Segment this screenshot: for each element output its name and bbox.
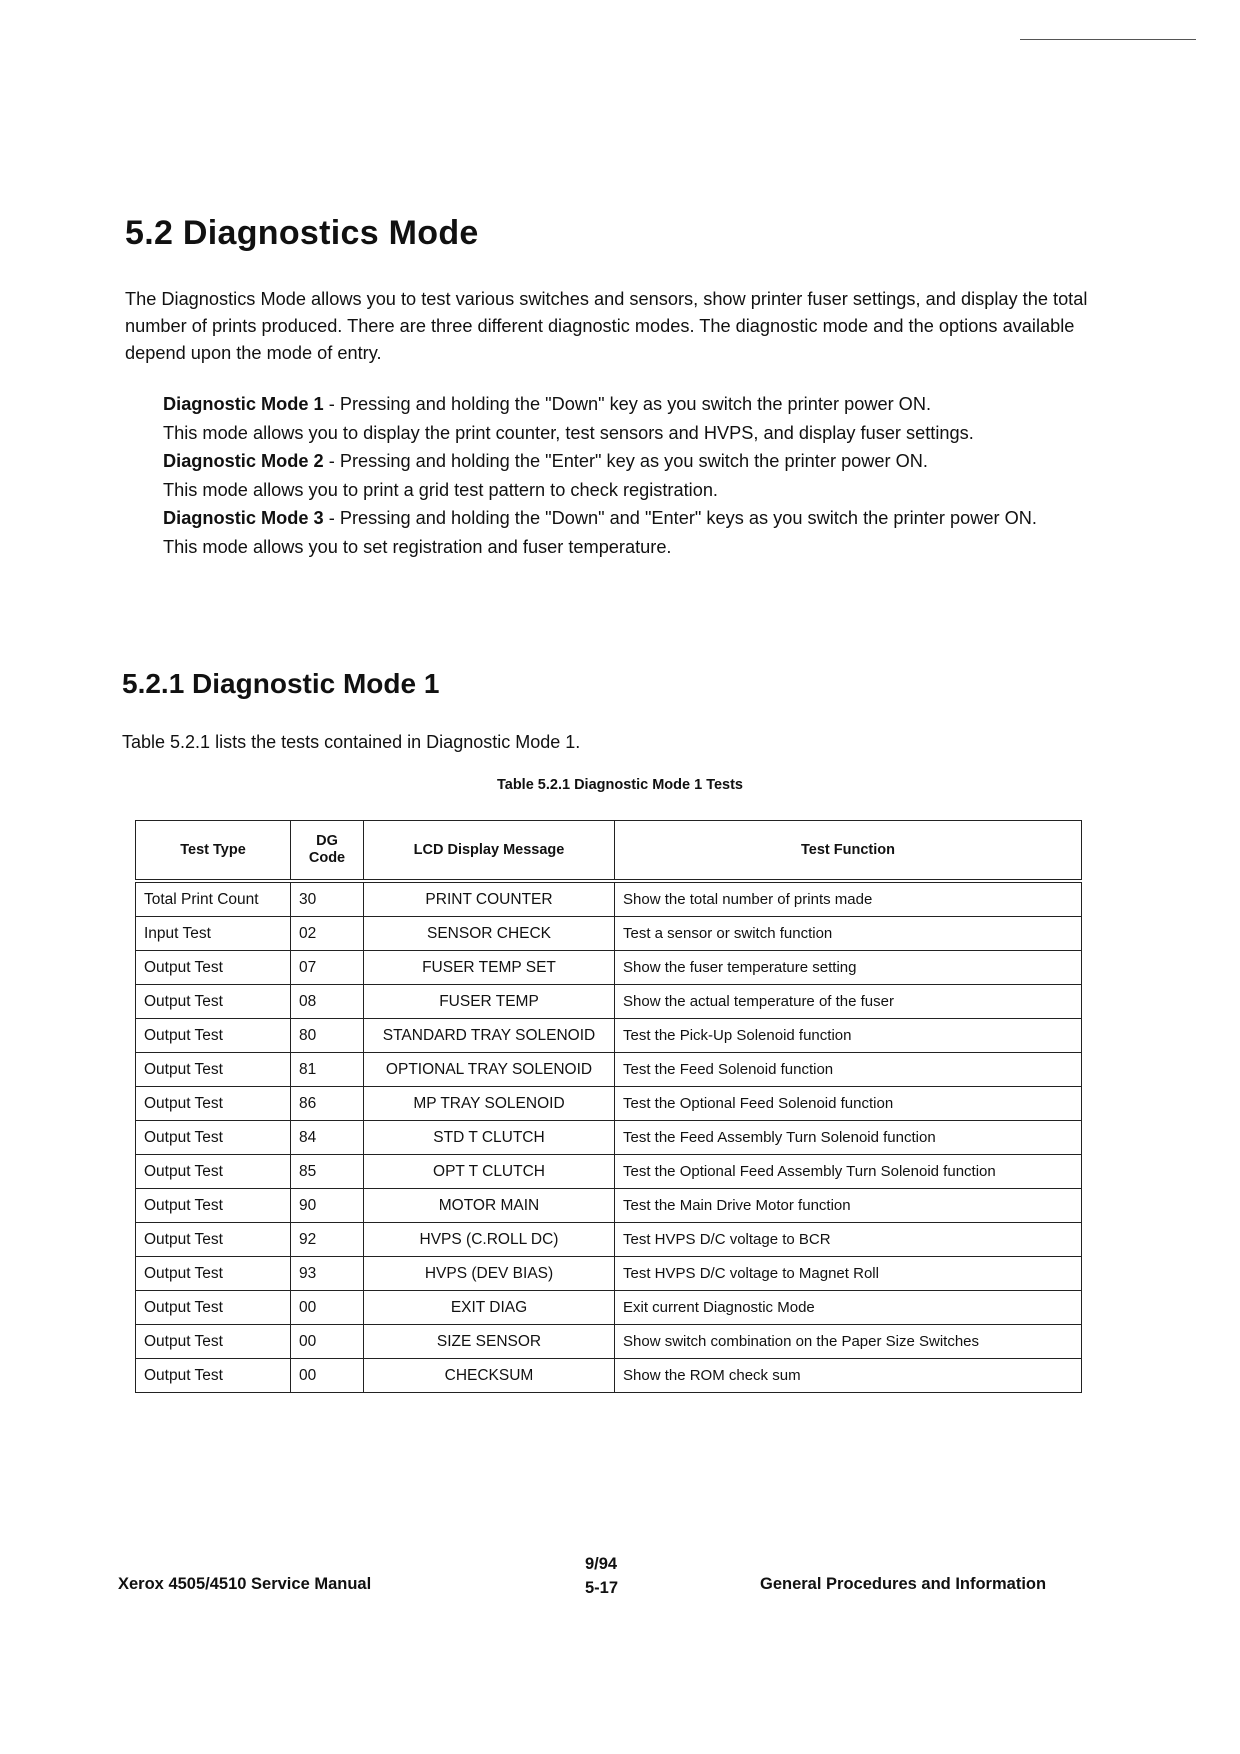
table-reference: Table 5.2.1 lists the tests contained in Diagnostic Mode 1. — [122, 732, 581, 752]
mode-2-name: Diagnostic Mode 2 — [163, 451, 324, 472]
mode-1-entry — [163, 390, 1123, 419]
lcd-message-cell: MP TRAY SOLENOID — [364, 1087, 615, 1121]
test-function-cell: Show switch combination on the Paper Size Switches — [615, 1325, 1082, 1359]
top-rule — [1020, 39, 1196, 40]
mode-1-entry-text: - Pressing and holding the "Down" key as you switch the printer power ON. — [323, 394, 932, 414]
test-function-cell: Test the Optional Feed Assembly Turn Solenoid function — [615, 1155, 1082, 1189]
dg-code-cell: 00 — [291, 1359, 364, 1393]
lcd-message-cell: OPT T CLUTCH — [364, 1155, 615, 1189]
test-type-cell: Output Test — [136, 1053, 291, 1087]
footer-page-number: 5-17 — [585, 1579, 619, 1597]
footer-manual-title: Xerox 4505/4510 Service Manual — [118, 1575, 372, 1593]
table-row — [136, 1053, 1082, 1087]
intro-paragraph: The Diagnostics Mode allows you to test various switches and sensors, show printer fuser settings, and display the total number of prints produced. There are three different diagnostic modes. The diagnostic mode and the options available depend upon the mode of entry. — [125, 289, 1088, 363]
mode-3-desc: This mode allows you to set registration and fuser temperature. — [163, 536, 672, 557]
table-body — [136, 881, 1082, 1393]
test-type-cell: Output Test — [136, 1257, 291, 1291]
modes-list — [163, 390, 1123, 562]
dg-code-cell: 80 — [291, 1019, 364, 1053]
table-row — [136, 1291, 1082, 1325]
mode-2-desc: This mode allows you to print a grid test pattern to check registration. — [163, 479, 718, 500]
test-function-cell: Exit current Diagnostic Mode — [615, 1291, 1082, 1325]
table-row — [136, 1121, 1082, 1155]
header-test-type: Test Type — [136, 821, 291, 882]
lcd-message-cell: SENSOR CHECK — [364, 917, 615, 951]
mode-3-entry — [163, 504, 1063, 533]
section-title: 5.2 Diagnostics Mode — [125, 214, 479, 252]
test-function-cell: Show the fuser temperature setting — [615, 951, 1082, 985]
mode-2-entry-text: - Pressing and holding the "Enter" key as you switch the printer power ON. — [323, 451, 928, 472]
lcd-message-cell: CHECKSUM — [364, 1359, 615, 1393]
test-function-cell: Show the ROM check sum — [615, 1359, 1082, 1393]
footer-date: 9/94 — [585, 1555, 618, 1573]
table-row — [136, 951, 1082, 985]
lcd-message-cell: STANDARD TRAY SOLENOID — [364, 1019, 615, 1053]
test-type-cell: Output Test — [136, 985, 291, 1019]
test-function-cell: Test a sensor or switch function — [615, 917, 1082, 951]
test-type-cell: Output Test — [136, 1359, 291, 1393]
lcd-message-cell: PRINT COUNTER — [364, 881, 615, 917]
test-type-cell: Output Test — [136, 1087, 291, 1121]
table-row — [136, 1019, 1082, 1053]
table-caption: Table 5.2.1 Diagnostic Mode 1 Tests — [496, 777, 744, 793]
test-function-cell: Test the Feed Solenoid function — [615, 1053, 1082, 1087]
table-row — [136, 1189, 1082, 1223]
table-row — [136, 1087, 1082, 1121]
dg-code-cell: 93 — [291, 1257, 364, 1291]
lcd-message-cell: HVPS (DEV BIAS) — [364, 1257, 615, 1291]
test-type-cell: Total Print Count — [136, 881, 291, 917]
lcd-message-cell: HVPS (C.ROLL DC) — [364, 1223, 615, 1257]
mode-2-entry — [163, 447, 1123, 476]
test-function-cell: Test the Main Drive Motor function — [615, 1189, 1082, 1223]
test-function-cell: Show the actual temperature of the fuser — [615, 985, 1082, 1019]
dg-code-cell: 85 — [291, 1155, 364, 1189]
test-type-cell: Output Test — [136, 951, 291, 985]
footer-section-title: General Procedures and Information — [760, 1575, 1047, 1593]
diagnostic-tests-table — [135, 820, 1082, 1393]
dg-code-cell: 08 — [291, 985, 364, 1019]
subsection-title: 5.2.1 Diagnostic Mode 1 — [122, 668, 440, 699]
dg-code-cell: 81 — [291, 1053, 364, 1087]
test-type-cell: Output Test — [136, 1189, 291, 1223]
header-dg-code: DG Code — [291, 821, 364, 882]
lcd-message-cell: FUSER TEMP SET — [364, 951, 615, 985]
lcd-message-cell: STD T CLUTCH — [364, 1121, 615, 1155]
mode-3-entry-text: - Pressing and holding the "Down" and "Enter" keys as you switch the printer power ON. — [323, 508, 1037, 529]
table-row — [136, 1325, 1082, 1359]
table-row — [136, 1223, 1082, 1257]
test-function-cell: Test the Feed Assembly Turn Solenoid function — [615, 1121, 1082, 1155]
header-test-function: Test Function — [615, 821, 1082, 882]
mode-1-name: Diagnostic Mode 1 — [163, 394, 324, 414]
table-row — [136, 1359, 1082, 1393]
lcd-message-cell: MOTOR MAIN — [364, 1189, 615, 1223]
test-type-cell: Output Test — [136, 1019, 291, 1053]
dg-code-cell: 07 — [291, 951, 364, 985]
dg-code-cell: 02 — [291, 917, 364, 951]
table-row — [136, 881, 1082, 917]
test-function-cell: Test the Pick-Up Solenoid function — [615, 1019, 1082, 1053]
table-row — [136, 1257, 1082, 1291]
test-type-cell: Output Test — [136, 1155, 291, 1189]
test-function-cell: Show the total number of prints made — [615, 881, 1082, 917]
table-row — [136, 917, 1082, 951]
test-type-cell: Input Test — [136, 917, 291, 951]
dg-code-cell: 84 — [291, 1121, 364, 1155]
dg-code-cell: 30 — [291, 881, 364, 917]
dg-code-cell: 00 — [291, 1291, 364, 1325]
table-row — [136, 985, 1082, 1019]
dg-code-cell: 92 — [291, 1223, 364, 1257]
dg-code-cell: 86 — [291, 1087, 364, 1121]
table-header-row — [136, 821, 1082, 882]
lcd-message-cell: FUSER TEMP — [364, 985, 615, 1019]
dg-code-cell: 90 — [291, 1189, 364, 1223]
test-function-cell: Test HVPS D/C voltage to Magnet Roll — [615, 1257, 1082, 1291]
test-type-cell: Output Test — [136, 1325, 291, 1359]
mode-1-desc: This mode allows you to display the print counter, test sensors and HVPS, and display fuser settings. — [163, 422, 974, 443]
test-type-cell: Output Test — [136, 1291, 291, 1325]
lcd-message-cell: OPTIONAL TRAY SOLENOID — [364, 1053, 615, 1087]
test-function-cell: Test HVPS D/C voltage to BCR — [615, 1223, 1082, 1257]
mode-3-name: Diagnostic Mode 3 — [163, 508, 324, 529]
lcd-message-cell: EXIT DIAG — [364, 1291, 615, 1325]
table-row — [136, 1155, 1082, 1189]
test-type-cell: Output Test — [136, 1121, 291, 1155]
header-lcd-message: LCD Display Message — [364, 821, 615, 882]
dg-code-cell: 00 — [291, 1325, 364, 1359]
lcd-message-cell: SIZE SENSOR — [364, 1325, 615, 1359]
footer-center — [585, 1552, 655, 1600]
test-type-cell: Output Test — [136, 1223, 291, 1257]
test-function-cell: Test the Optional Feed Solenoid function — [615, 1087, 1082, 1121]
